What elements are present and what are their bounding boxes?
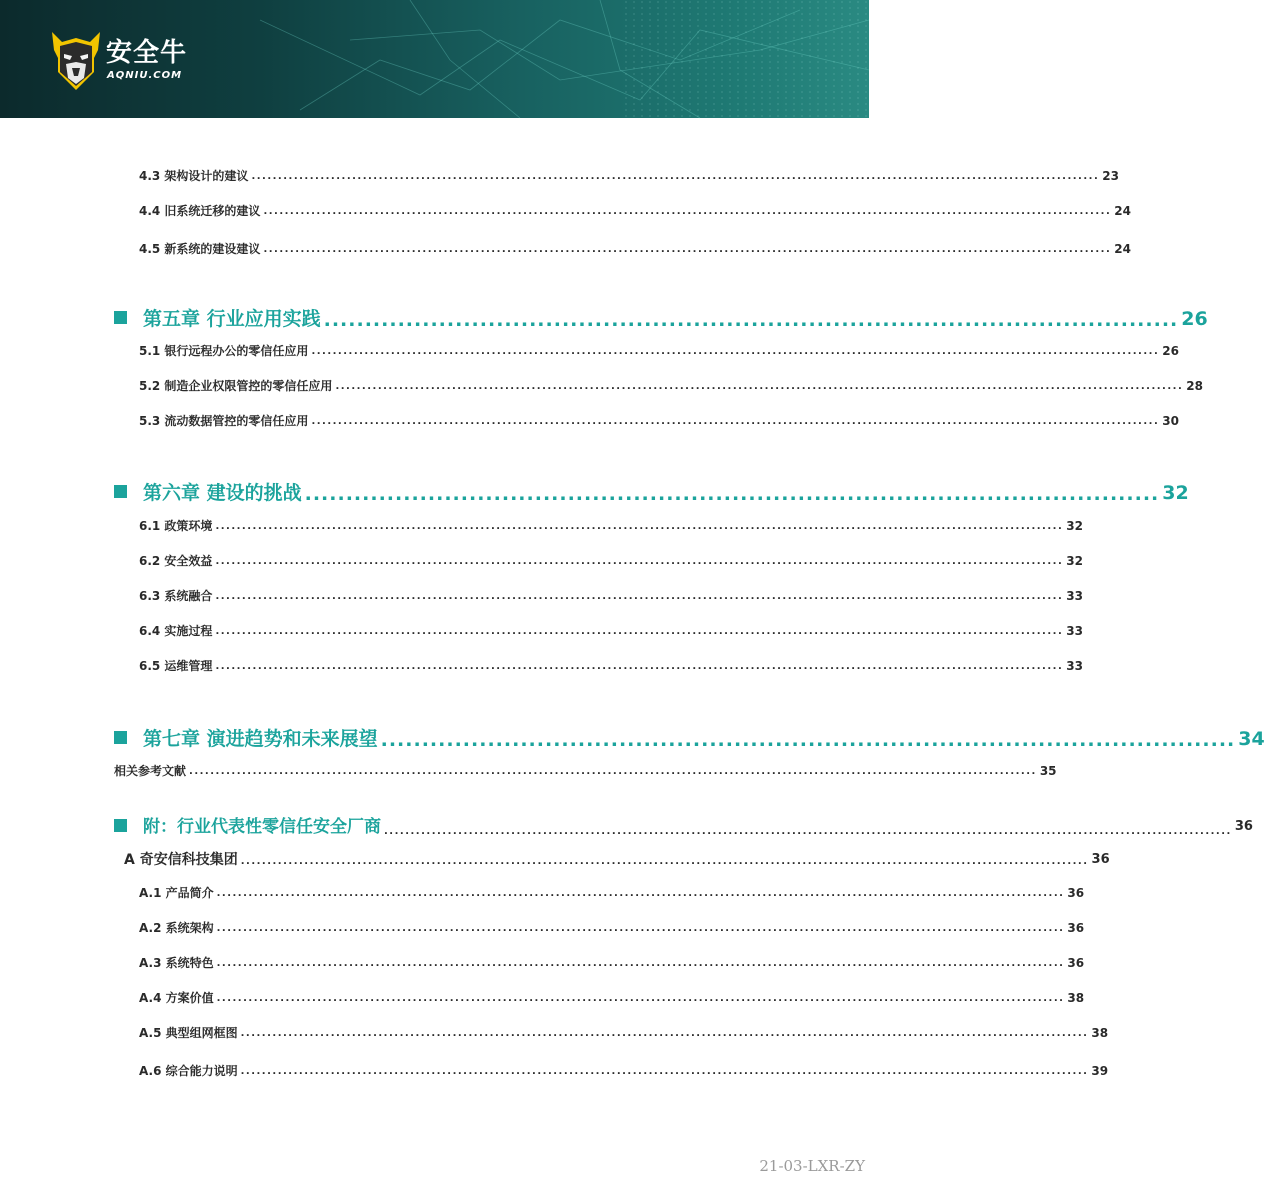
toc-leader-dots: ................................................................................................................................................................ [216, 923, 1065, 934]
toc-entry-page: 36 [1091, 852, 1110, 867]
toc-chapter-label: 第五章 行业应用实践 [143, 308, 321, 330]
chapter-bullet-icon [114, 819, 127, 832]
toc-entry-6-1[interactable] [139, 518, 1083, 534]
bull-warrior-logo-icon [50, 28, 102, 92]
toc-entry-page: 38 [1091, 1026, 1109, 1040]
toc-entry-label: 5.3 流动数据管控的零信任应用 [139, 414, 309, 428]
toc-chapter-label: 第六章 建设的挑战 [143, 482, 302, 504]
toc-appendix-label: 附：行业代表性零信任安全厂商 [143, 817, 381, 837]
toc-entry-5-3[interactable] [139, 413, 1179, 429]
toc-leader-dots: ................................................................................................................................................................ [216, 993, 1065, 1004]
toc-leader-dots: ........................................................................................................ [304, 483, 1160, 505]
toc-entry-label: A.1 产品简介 [139, 886, 214, 900]
toc-leader-dots: ................................................................................................................................................................ [384, 826, 1232, 837]
toc-entry-page: 28 [1186, 379, 1203, 393]
toc-entry-label: 6.5 运维管理 [139, 659, 213, 673]
toc-entry-label: 4.5 新系统的建设建议 [139, 242, 261, 256]
toc-entry-page: 36 [1067, 921, 1085, 935]
toc-leader-dots: ................................................................................................................................................................ [216, 888, 1065, 899]
toc-entry-label: 4.4 旧系统迁移的建议 [139, 204, 261, 218]
toc-chapter-6[interactable] [114, 480, 1189, 506]
toc-entry-page: 33 [1066, 589, 1083, 603]
toc-leader-dots: ................................................................................................................................................................ [215, 556, 1064, 567]
toc-entry-6-4[interactable] [139, 623, 1083, 639]
toc-entry-page: 23 [1102, 169, 1119, 183]
toc-leader-dots: ................................................................................................................................................................ [240, 856, 1089, 867]
toc-appendix-page: 36 [1234, 819, 1253, 834]
toc-entry-label: A 奇安信科技集团 [124, 852, 238, 868]
toc-entry-label: 5.1 银行远程办公的零信任应用 [139, 344, 309, 358]
toc-entry-a-6[interactable] [139, 1063, 1109, 1079]
toc-entry-label: A.5 典型组网框图 [139, 1026, 238, 1040]
toc-entry-5-2[interactable] [139, 378, 1203, 394]
toc-entry-page: 32 [1066, 519, 1083, 533]
toc-entry-page: 36 [1067, 956, 1085, 970]
toc-entry-label: 6.2 安全效益 [139, 554, 213, 568]
toc-entry-6-3[interactable] [139, 588, 1083, 604]
toc-entry-label: 相关参考文献 [114, 764, 187, 778]
toc-chapter-page: 34 [1238, 728, 1265, 750]
toc-entry-page: 24 [1114, 204, 1131, 218]
toc-leader-dots: ................................................................................................................................................................ [240, 1028, 1089, 1039]
toc-entry-page: 39 [1091, 1064, 1109, 1078]
toc-entry-page: 33 [1066, 659, 1083, 673]
toc-leader-dots: ................................................................................................................................................................ [240, 1066, 1089, 1077]
toc-leader-dots: ................................................................................................................................................................ [215, 521, 1064, 532]
toc-entry-6-5[interactable] [139, 658, 1083, 674]
toc-leader-dots: ................................................................................................................................................................ [215, 591, 1064, 602]
toc-entry-label: 5.2 制造企业权限管控的零信任应用 [139, 379, 333, 393]
toc-entry-page: 24 [1114, 242, 1131, 256]
toc-entry-label: 6.3 系统融合 [139, 589, 213, 603]
toc-chapter-page: 26 [1181, 308, 1208, 330]
brand-name-en: AQNIU.COM [107, 70, 183, 81]
toc-leader-dots: ................................................................................................................................................................ [263, 206, 1112, 217]
toc-chapter-5[interactable] [114, 306, 1208, 332]
toc-chapter-label: 第七章 演进趋势和未来展望 [143, 728, 378, 750]
toc-leader-dots: ................................................................................................................................................................ [215, 661, 1064, 672]
page-header-banner [0, 0, 869, 118]
toc-entry-label: A.4 方案价值 [139, 991, 214, 1005]
toc-entry-page: 32 [1066, 554, 1083, 568]
toc-entry-label: 4.3 架构设计的建议 [139, 169, 249, 183]
toc-entry-label: 6.1 政策环境 [139, 519, 213, 533]
toc-leader-dots: ................................................................................................................................................................ [263, 244, 1112, 255]
chapter-bullet-icon [114, 311, 127, 324]
toc-entry-label: A.3 系统特色 [139, 956, 214, 970]
chapter-bullet-icon [114, 731, 127, 744]
toc-entry-5-1[interactable] [139, 343, 1179, 359]
toc-chapter-7[interactable] [114, 726, 1265, 752]
toc-entry-a-1[interactable] [139, 885, 1085, 901]
toc-entry-page: 26 [1162, 344, 1179, 358]
toc-leader-dots: ........................................................................................................ [323, 309, 1179, 331]
toc-entry-page: 36 [1067, 886, 1085, 900]
toc-entry-label: A.2 系统架构 [139, 921, 214, 935]
toc-entry-6-2[interactable] [139, 553, 1083, 569]
toc-entry-page: 33 [1066, 624, 1083, 638]
toc-leader-dots: ................................................................................................................................................................ [335, 381, 1184, 392]
toc-leader-dots: ................................................................................................................................................................ [216, 958, 1065, 969]
toc-entry-page: 30 [1162, 414, 1179, 428]
toc-entry-page: 35 [1039, 764, 1057, 778]
toc-entry-a-5[interactable] [139, 1025, 1109, 1041]
toc-entry-a-4[interactable] [139, 990, 1085, 1006]
toc-leader-dots: ................................................................................................................................................................ [215, 626, 1064, 637]
toc-entry-page: 38 [1067, 991, 1085, 1005]
toc-entry-a-3[interactable] [139, 955, 1085, 971]
toc-entry-4-4[interactable] [139, 203, 1131, 219]
toc-entry-label: A.6 综合能力说明 [139, 1064, 238, 1078]
toc-entry-a-2[interactable] [139, 920, 1085, 936]
toc-leader-dots: ................................................................................................................................................................ [311, 346, 1160, 357]
toc-appendix[interactable] [114, 815, 1253, 839]
toc-entry-references[interactable] [114, 763, 1057, 779]
brand-name-cn: 安全牛 [106, 38, 188, 68]
chapter-bullet-icon [114, 485, 127, 498]
document-code: 21-03-LXR-ZY [759, 1157, 865, 1175]
toc-entry-4-3[interactable] [139, 168, 1119, 184]
toc-leader-dots: ................................................................................................................................................................ [251, 171, 1100, 182]
toc-chapter-page: 32 [1162, 482, 1189, 504]
toc-leader-dots: ................................................................................................................................................................ [189, 766, 1037, 777]
toc-entry-4-5[interactable] [139, 241, 1131, 257]
toc-leader-dots: ................................................................................................................................................................ [311, 416, 1160, 427]
toc-entry-label: 6.4 实施过程 [139, 624, 213, 638]
toc-leader-dots: ........................................................................................................ [380, 729, 1236, 751]
toc-vendor-a[interactable] [124, 851, 1110, 869]
